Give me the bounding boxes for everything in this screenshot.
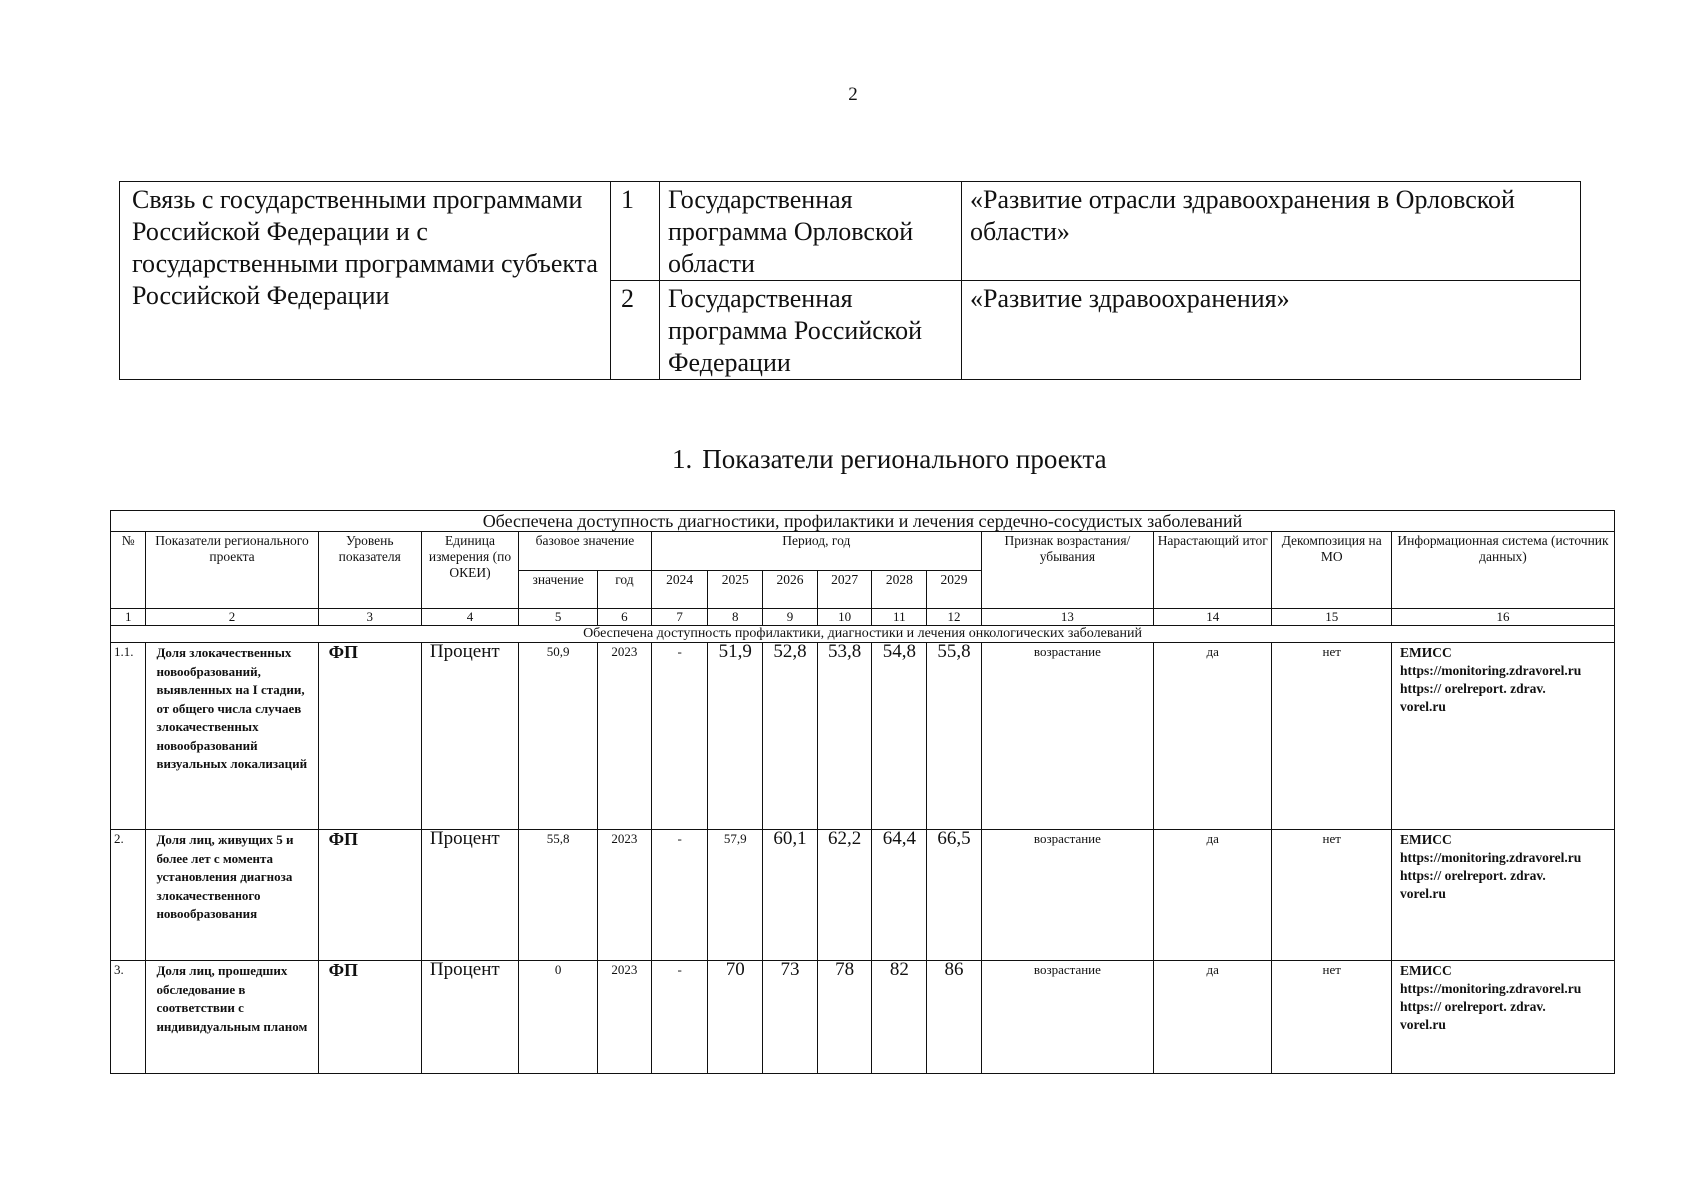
column-number: 11	[872, 609, 927, 626]
header-year: 2027	[817, 570, 872, 609]
source-line: https:// orelreport. zdrav.	[1399, 681, 1546, 696]
indicator-unit: Процент	[421, 830, 518, 961]
cumulative: да	[1153, 961, 1271, 1074]
data-source	[1391, 643, 1614, 830]
year-value: 78	[817, 961, 872, 1074]
year-value: 52,8	[763, 643, 818, 830]
link-row	[120, 182, 1581, 281]
trend: возрастание	[981, 961, 1153, 1074]
link-program-type: Государственная программа Орловской области	[660, 182, 962, 281]
table-row	[111, 643, 1615, 830]
section-number: 1.	[672, 444, 693, 474]
year-value: -	[651, 830, 708, 961]
year-value: 64,4	[872, 830, 927, 961]
column-number: 15	[1272, 609, 1392, 626]
indicator-level: ФП	[318, 961, 421, 1074]
header-year: 2024	[651, 570, 708, 609]
header-year: 2029	[927, 570, 982, 609]
data-source	[1391, 830, 1614, 961]
data-source	[1391, 961, 1614, 1074]
link-program-type: Государственная программа Российской Федерации	[660, 281, 962, 380]
source-line: ЕМИСС	[1399, 645, 1452, 660]
base-value: 0	[519, 961, 598, 1074]
indicator-unit: Процент	[421, 643, 518, 830]
header-period: Период, год	[651, 532, 981, 571]
column-number: 12	[927, 609, 982, 626]
decomposition: нет	[1272, 961, 1392, 1074]
indicators-table	[110, 510, 1615, 1074]
column-number: 4	[421, 609, 518, 626]
link-program-name: «Развитие отрасли здравоохранения в Орловской области»	[962, 182, 1581, 281]
base-year: 2023	[598, 830, 652, 961]
column-number: 14	[1153, 609, 1271, 626]
indicator-level: ФП	[318, 830, 421, 961]
header-year: 2025	[708, 570, 763, 609]
source-line: https://monitoring.zdravorel.ru	[1399, 850, 1582, 865]
header-unit: Единица измерения (по ОКЕИ)	[421, 532, 518, 609]
year-value: 66,5	[927, 830, 982, 961]
sub-goal-title: Обеспечена доступность профилактики, диагностики и лечения онкологических заболеваний	[111, 626, 1615, 643]
header-base-value: значение	[519, 570, 598, 609]
table-row	[111, 961, 1615, 1074]
header-no: №	[111, 532, 146, 609]
header-level: Уровень показателя	[318, 532, 421, 609]
header-source: Информационная система (источник данных)	[1391, 532, 1614, 609]
header-base-year: год	[598, 570, 652, 609]
source-line: ЕМИСС	[1399, 832, 1452, 847]
column-number: 10	[817, 609, 872, 626]
year-value: 54,8	[872, 643, 927, 830]
trend: возрастание	[981, 830, 1153, 961]
year-value: 51,9	[708, 643, 763, 830]
source-line: ЕМИСС	[1399, 963, 1452, 978]
year-value: 86	[927, 961, 982, 1074]
year-value: 60,1	[763, 830, 818, 961]
year-value: -	[651, 961, 708, 1074]
base-year: 2023	[598, 961, 652, 1074]
year-value: 55,8	[927, 643, 982, 830]
source-line: vorel.ru	[1399, 1017, 1446, 1032]
column-number: 8	[708, 609, 763, 626]
cumulative: да	[1153, 830, 1271, 961]
sub-goal-row	[111, 626, 1615, 643]
header-name: Показатели регионального проекта	[146, 532, 318, 609]
year-value: -	[651, 643, 708, 830]
header-decomposition: Декомпозиция на МО	[1272, 532, 1392, 609]
link-program-name: «Развитие здравоохранения»	[962, 281, 1581, 380]
row-number: 2.	[111, 830, 146, 961]
table-row	[111, 830, 1615, 961]
base-value: 50,9	[519, 643, 598, 830]
row-number: 1.1.	[111, 643, 146, 830]
source-line: https:// orelreport. zdrav.	[1399, 999, 1546, 1014]
column-number: 6	[598, 609, 652, 626]
section-title-text: Показатели регионального проекта	[702, 444, 1107, 474]
program-link-label: Связь с государственными программами Российской Федерации и с государственными программами субъекта Российской Федерации	[120, 182, 611, 380]
header-year: 2028	[872, 570, 927, 609]
base-value: 55,8	[519, 830, 598, 961]
decomposition: нет	[1272, 830, 1392, 961]
header-cumulative: Нарастающий итог	[1153, 532, 1271, 609]
indicator-name: Доля лиц, прошедших обследование в соответствии с индивидуальным планом	[146, 961, 318, 1074]
year-value: 73	[763, 961, 818, 1074]
source-line: https:// orelreport. zdrav.	[1399, 868, 1546, 883]
column-number: 1	[111, 609, 146, 626]
source-line: vorel.ru	[1399, 699, 1446, 714]
indicator-unit: Процент	[421, 961, 518, 1074]
source-line: https://monitoring.zdravorel.ru	[1399, 981, 1582, 996]
link-row-number: 2	[611, 281, 660, 380]
indicator-name: Доля лиц, живущих 5 и более лет с момента установления диагноза злокачественного новообразования	[146, 830, 318, 961]
year-value: 57,9	[708, 830, 763, 961]
column-number: 16	[1391, 609, 1614, 626]
column-number: 3	[318, 609, 421, 626]
page-number: 2	[848, 84, 858, 105]
indicator-name: Доля злокачественных новообразований, выявленных на I стадии, от общего числа случаев злокачественных новообразований визуальных локализаций	[146, 643, 318, 830]
column-number: 5	[519, 609, 598, 626]
year-value: 62,2	[817, 830, 872, 961]
column-number: 13	[981, 609, 1153, 626]
column-number-row	[111, 609, 1615, 626]
goal-title: Обеспечена доступность диагностики, профилактики и лечения сердечно-сосудистых заболеваний	[111, 511, 1615, 532]
link-row-number: 1	[611, 182, 660, 281]
header-row	[111, 532, 1615, 571]
header-base: базовое значение	[519, 532, 652, 571]
cumulative: да	[1153, 643, 1271, 830]
header-year: 2026	[763, 570, 818, 609]
source-line: vorel.ru	[1399, 886, 1446, 901]
header-trend: Признак возрастания/убывания	[981, 532, 1153, 609]
column-number: 9	[763, 609, 818, 626]
indicator-level: ФП	[318, 643, 421, 830]
section-title	[672, 444, 1107, 475]
goal-row	[111, 511, 1615, 532]
year-value: 53,8	[817, 643, 872, 830]
program-link-table	[119, 181, 1581, 380]
year-value: 70	[708, 961, 763, 1074]
source-line: https://monitoring.zdravorel.ru	[1399, 663, 1582, 678]
column-number: 2	[146, 609, 318, 626]
year-value: 82	[872, 961, 927, 1074]
decomposition: нет	[1272, 643, 1392, 830]
base-year: 2023	[598, 643, 652, 830]
column-number: 7	[651, 609, 708, 626]
row-number: 3.	[111, 961, 146, 1074]
trend: возрастание	[981, 643, 1153, 830]
